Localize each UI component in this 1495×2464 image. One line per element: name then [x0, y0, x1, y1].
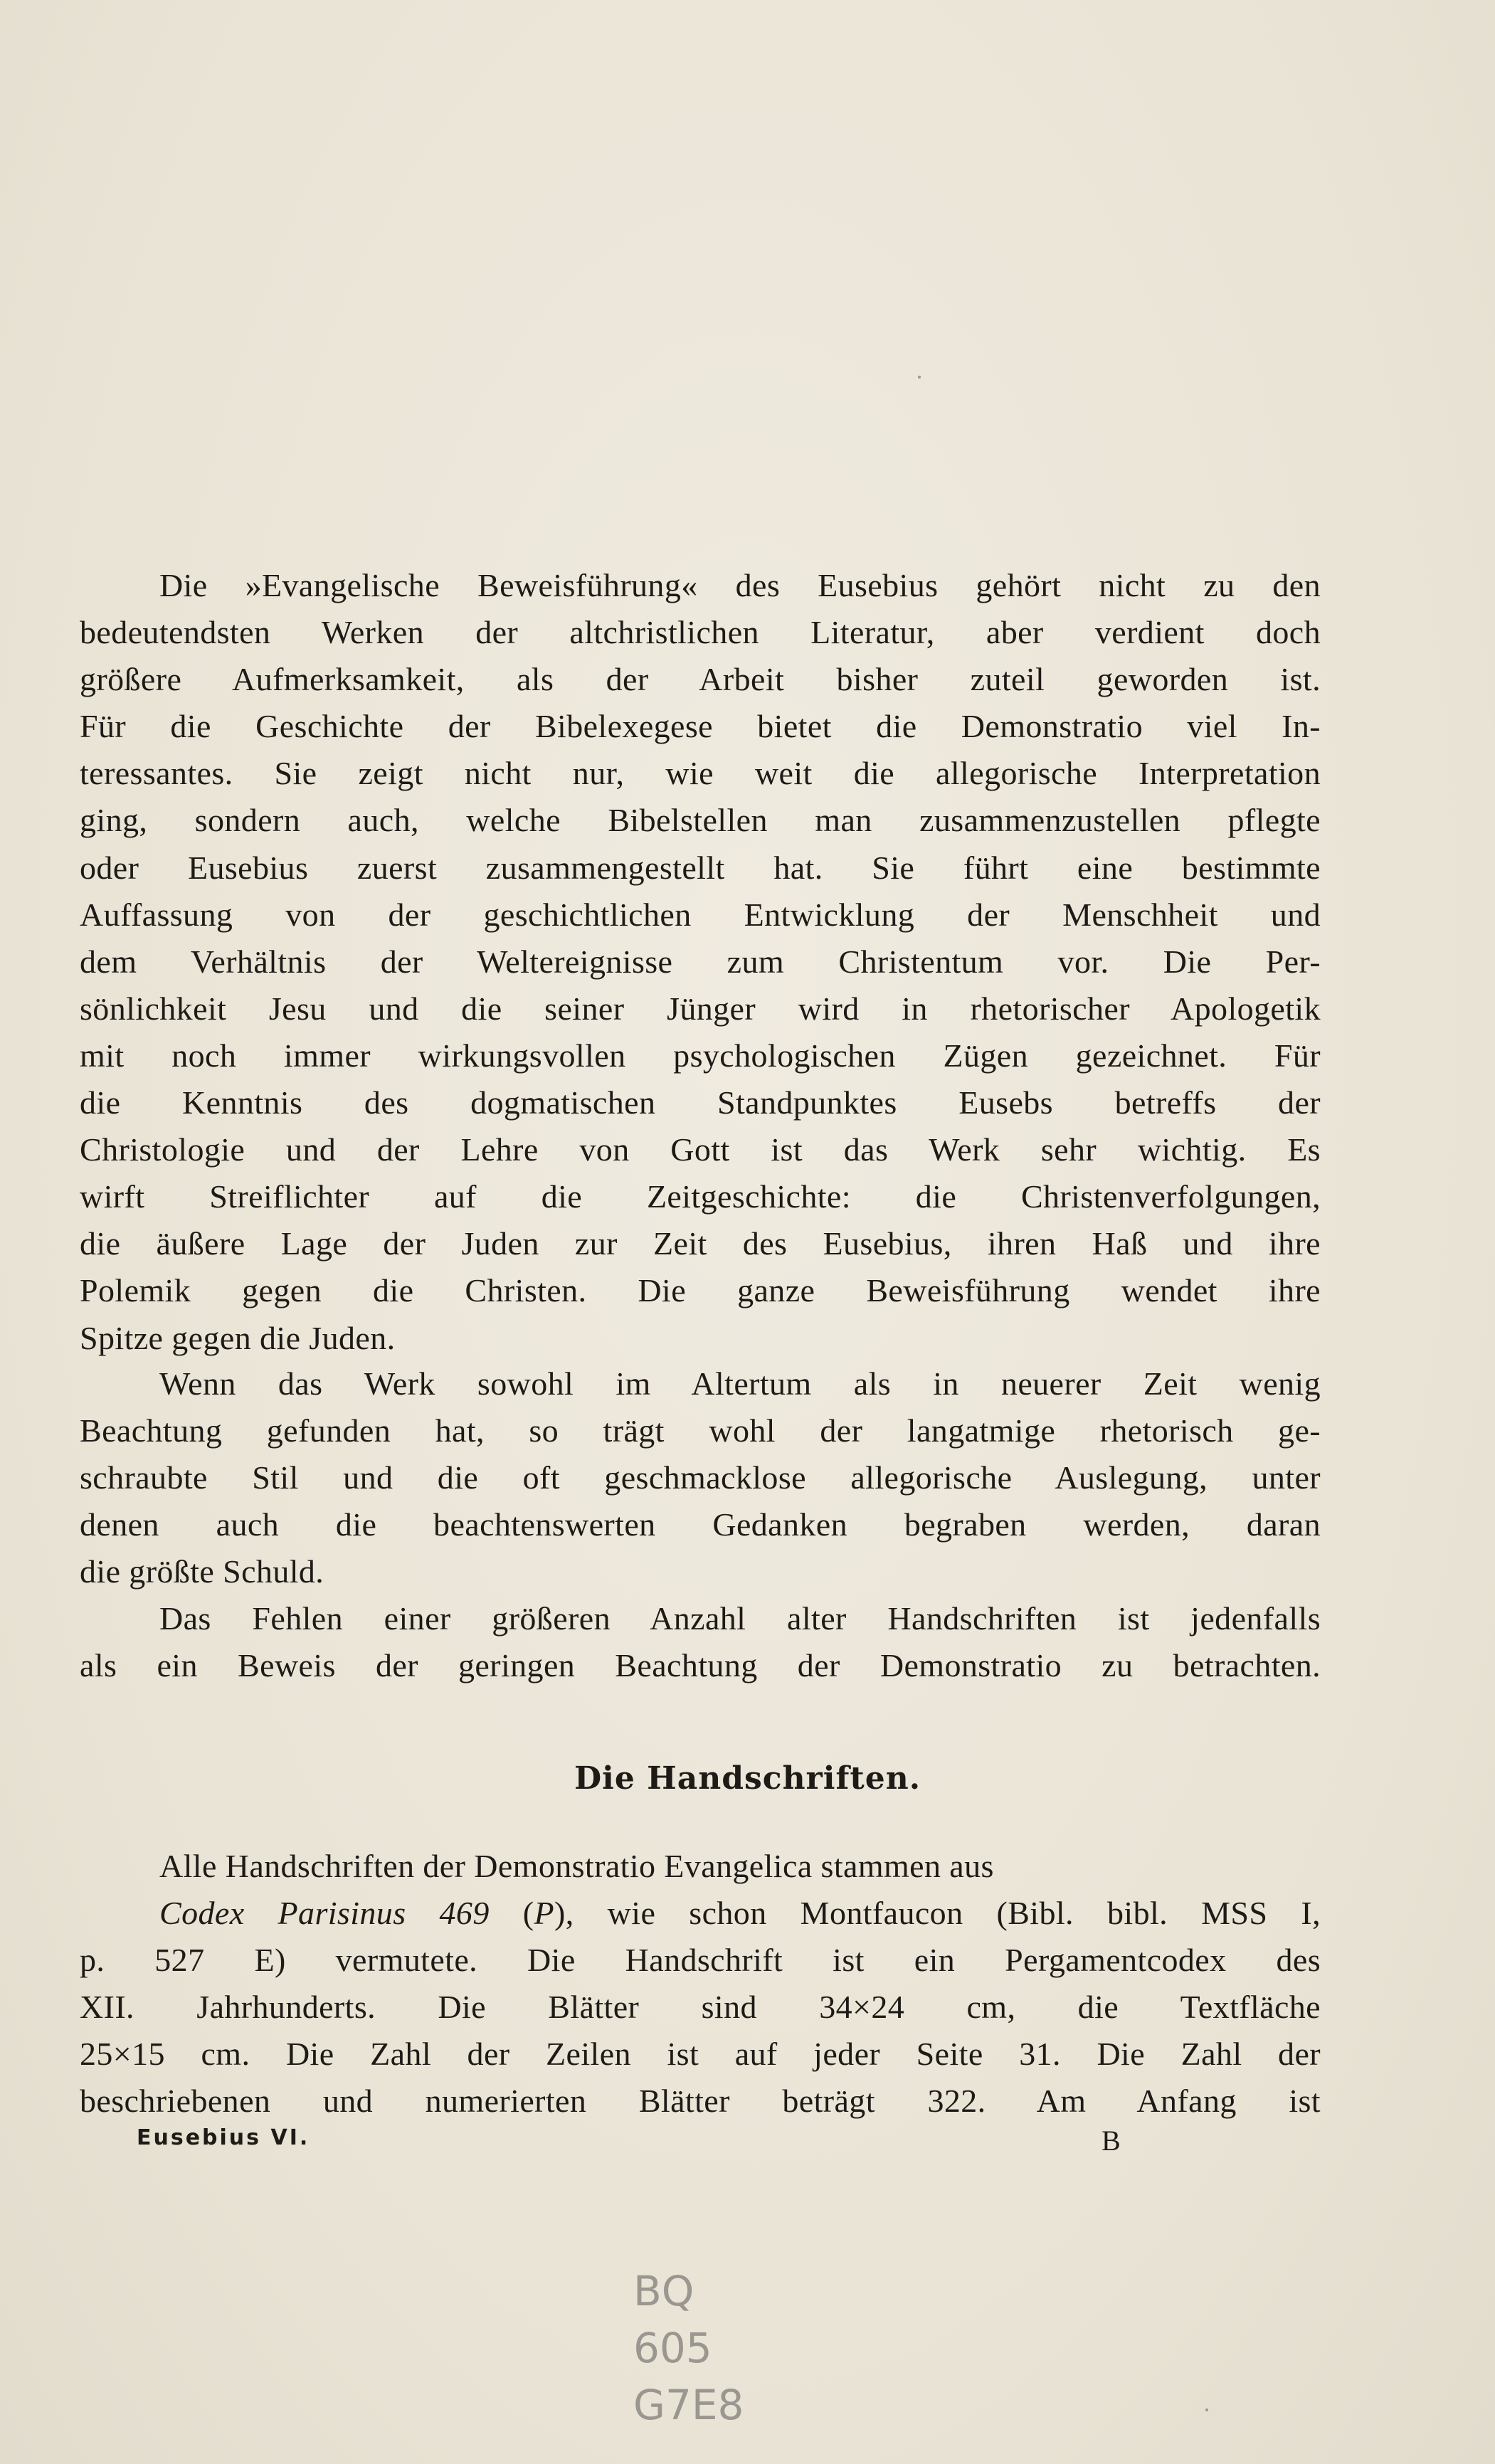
text-line	[80, 1890, 1321, 1937]
call-number-line: G7E8	[633, 2381, 744, 2429]
text-line: beschriebenen und numerierten Blätter beträgt 322. Am Anfang ist	[80, 2083, 1321, 2120]
text-line: Beachtung gefunden hat, so trägt wohl der langatmige rhetorisch ge-	[80, 1412, 1321, 1449]
third-paragraph	[80, 1595, 1321, 1689]
text-line: dem Verhältnis der Weltereignisse zum Christentum vor. Die Per-	[80, 943, 1321, 980]
text-line: Das Fehlen einer größeren Anzahl alter Handschriften ist jedenfalls	[159, 1600, 1321, 1637]
text-line: die größte Schuld.	[80, 1553, 324, 1590]
text-line: oder Eusebius zuerst zusammengestellt hat. Sie führt eine bestimmte	[80, 849, 1321, 886]
open-paren: (	[489, 1895, 534, 1932]
text-line: Auffassung von der geschichtlichen Entwicklung der Menschheit und	[80, 896, 1321, 933]
call-number-line: BQ	[633, 2267, 694, 2315]
text-line: 25×15 cm. Die Zahl der Zeilen ist auf jeder Seite 31. Die Zahl der	[80, 2036, 1321, 2073]
codex-name: Codex Parisinus 469	[159, 1895, 490, 1932]
library-call-number	[633, 2263, 744, 2433]
text-line: teressantes. Sie zeigt nicht nur, wie weit die allegorische Interpretation	[80, 755, 1321, 792]
text-line: sönlichkeit Jesu und die seiner Jünger wird in rhetorischer Apologetik	[80, 990, 1321, 1027]
dust-speck	[918, 376, 921, 379]
text-line: bedeutendsten Werken der altchristlichen Literatur, aber verdient doch	[80, 614, 1321, 651]
text-line: schraubte Stil und die oft geschmacklose allegorische Auslegung, unter	[80, 1459, 1321, 1496]
text-line: wirft Streiflichter auf die Zeitgeschichte: die Christenverfolgungen,	[80, 1178, 1321, 1215]
second-paragraph	[80, 1360, 1321, 1595]
signature-mark: Eusebius VI.	[137, 2125, 310, 2150]
text-line: als ein Beweis der geringen Beachtung der Demonstratio zu betrachten.	[80, 1647, 1321, 1684]
text-line: mit noch immer wirkungsvollen psychologischen Zügen gezeichnet. Für	[80, 1037, 1321, 1074]
text-line: Alle Handschriften der Demonstratio Evangelica stammen aus	[159, 1848, 994, 1884]
text-line: p. 527 E) vermutete. Die Handschrift ist ein Pergamentcodex des	[80, 1942, 1321, 1979]
text-line: XII. Jahrhunderts. Die Blätter sind 34×24 cm, die Textfläche	[80, 1989, 1321, 2026]
text-fragment: ), wie schon Montfaucon (Bibl. bibl. MSS I,	[554, 1895, 1321, 1932]
text-line: Für die Geschichte der Bibelexegese bietet die Demonstratio viel In-	[80, 708, 1321, 745]
section-heading: Die Handschriften.	[574, 1760, 921, 1797]
text-line: die Kenntnis des dogmatischen Standpunktes Eusebs betreffs der	[80, 1084, 1321, 1121]
text-line: Die »Evangelische Beweisführung« des Eusebius gehört nicht zu den	[159, 567, 1321, 603]
text-line: größere Aufmerksamkeit, als der Arbeit bisher zuteil geworden ist.	[80, 661, 1321, 698]
text-line: die äußere Lage der Juden zur Zeit des Eusebius, ihren Haß und ihre	[80, 1225, 1321, 1262]
dust-speck	[1205, 2409, 1208, 2411]
text-line: denen auch die beachtenswerten Gedanken begraben werden, daran	[80, 1506, 1321, 1543]
intro-paragraph	[80, 562, 1321, 1362]
text-line: Christologie und der Lehre von Gott ist das Werk sehr wichtig. Es	[80, 1131, 1321, 1168]
text-line: Spitze gegen die Juden.	[80, 1319, 396, 1356]
text-line: Wenn das Werk sowohl im Altertum als in neuerer Zeit wenig	[159, 1365, 1321, 1402]
manuscripts-paragraph	[80, 1843, 1321, 2125]
text-line: ging, sondern auch, welche Bibelstellen man zusammenzustellen pflegte	[80, 802, 1321, 839]
siglum: P	[534, 1895, 554, 1932]
call-number-line: 605	[633, 2324, 712, 2372]
gathering-letter: B	[1102, 2125, 1121, 2157]
text-line: Polemik gegen die Christen. Die ganze Beweisführung wendet ihre	[80, 1272, 1321, 1309]
